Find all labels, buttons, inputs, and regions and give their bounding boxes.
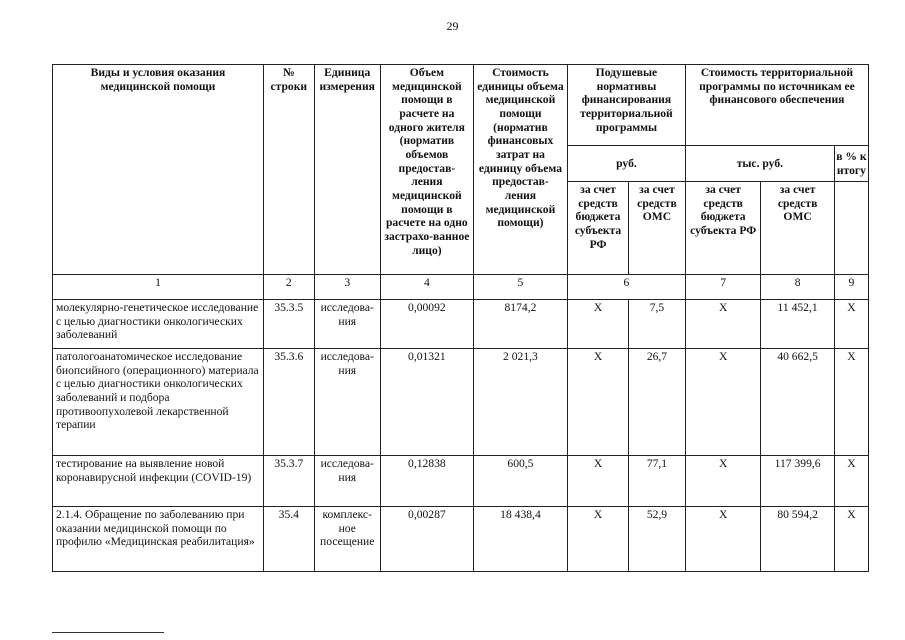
column-number: 2	[263, 275, 314, 300]
row-unit-cost: 18 438,4	[473, 507, 567, 572]
row-line-number: 35.3.7	[263, 456, 314, 507]
row-pc-budget: X	[568, 300, 629, 349]
row-name: молекулярно-генетическое исследование с целью диагностики онкологических заболеваний	[53, 300, 264, 349]
column-number: 7	[685, 275, 760, 300]
row-unit-cost: 600,5	[473, 456, 567, 507]
row-unit: комплекс-ное посещение	[314, 507, 380, 572]
row-cost-budget: X	[685, 456, 760, 507]
row-cost-oms: 40 662,5	[761, 349, 834, 456]
row-pc-budget: X	[568, 349, 629, 456]
column-number: 3	[314, 275, 380, 300]
row-pc-oms: 7,5	[629, 300, 686, 349]
column-number: 9	[834, 275, 868, 300]
row-volume: 0,12838	[380, 456, 473, 507]
header-pc-budget: за счет средств бюджета субъекта РФ	[568, 182, 629, 275]
row-percent: X	[834, 300, 868, 349]
header-cost-oms: за счет средств ОМС	[761, 182, 834, 275]
column-number: 8	[761, 275, 834, 300]
header-program-cost: Стоимость территориальной программы по источникам ее финансового обеспечения	[685, 65, 868, 146]
header-unit-cost: Стоимость единицы объема медицинской помощи (норматив финансовых затрат на единицу объема предостав-ления медицинской помощи)	[473, 65, 567, 275]
table-row	[53, 300, 869, 349]
header-rub: руб.	[568, 146, 686, 182]
column-number: 6	[568, 275, 686, 300]
header-care-types: Виды и условия оказания медицинской помощи	[53, 65, 264, 275]
row-unit: исследова-ния	[314, 349, 380, 456]
row-unit-cost: 8174,2	[473, 300, 567, 349]
row-unit-cost: 2 021,3	[473, 349, 567, 456]
row-cost-budget: X	[685, 300, 760, 349]
row-cost-oms: 11 452,1	[761, 300, 834, 349]
row-volume: 0,01321	[380, 349, 473, 456]
header-pc-oms: за счет средств ОМС	[629, 182, 686, 275]
table-row	[53, 456, 869, 507]
row-volume: 0,00092	[380, 300, 473, 349]
row-name: 2.1.4. Обращение по заболеванию при оказании медицинской помощи по профилю «Медицинская реабилитация»	[53, 507, 264, 572]
row-name: тестирование на выявление новой коронавирусной инфекции (COVID-19)	[53, 456, 264, 507]
row-cost-oms: 80 594,2	[761, 507, 834, 572]
row-pc-budget: X	[568, 507, 629, 572]
header-percent: в % к итогу	[834, 146, 868, 182]
row-cost-oms: 117 399,6	[761, 456, 834, 507]
row-percent: X	[834, 349, 868, 456]
column-number: 5	[473, 275, 567, 300]
row-percent: X	[834, 456, 868, 507]
header-thous-rub: тыс. руб.	[685, 146, 834, 182]
header-per-capita: Подушевые нормативы финансирования территориальной программы	[568, 65, 686, 146]
medical-care-table	[52, 64, 869, 572]
row-name: патологоанатомическое исследование биопсийного (операционного) материала с целью диагностики онкологических заболеваний и подбора противоопухолевой лекарственной терапии	[53, 349, 264, 456]
page-number: 29	[446, 19, 459, 33]
footnote-divider	[52, 632, 164, 633]
row-pc-oms: 52,9	[629, 507, 686, 572]
row-pc-oms: 26,7	[629, 349, 686, 456]
row-unit: исследова-ния	[314, 456, 380, 507]
header-line-number: № строки	[263, 65, 314, 275]
table-row	[53, 349, 869, 456]
row-pc-budget: X	[568, 456, 629, 507]
header-unit: Единица измерения	[314, 65, 380, 275]
row-line-number: 35.3.5	[263, 300, 314, 349]
row-volume: 0,00287	[380, 507, 473, 572]
row-line-number: 35.4	[263, 507, 314, 572]
row-pc-oms: 77,1	[629, 456, 686, 507]
row-cost-budget: X	[685, 507, 760, 572]
column-number: 4	[380, 275, 473, 300]
header-volume: Объем медицинской помощи в расчете на одного жителя (норматив объемов предостав-ления медицинской помощи в расчете на одно застрахо-ванное лицо)	[380, 65, 473, 275]
header-blank-cell	[834, 182, 868, 275]
row-unit: исследова-ния	[314, 300, 380, 349]
row-percent: X	[834, 507, 868, 572]
table-row	[53, 507, 869, 572]
column-number: 1	[53, 275, 264, 300]
header-cost-budget: за счет средств бюджета субъекта РФ	[685, 182, 760, 275]
row-cost-budget: X	[685, 349, 760, 456]
row-line-number: 35.3.6	[263, 349, 314, 456]
